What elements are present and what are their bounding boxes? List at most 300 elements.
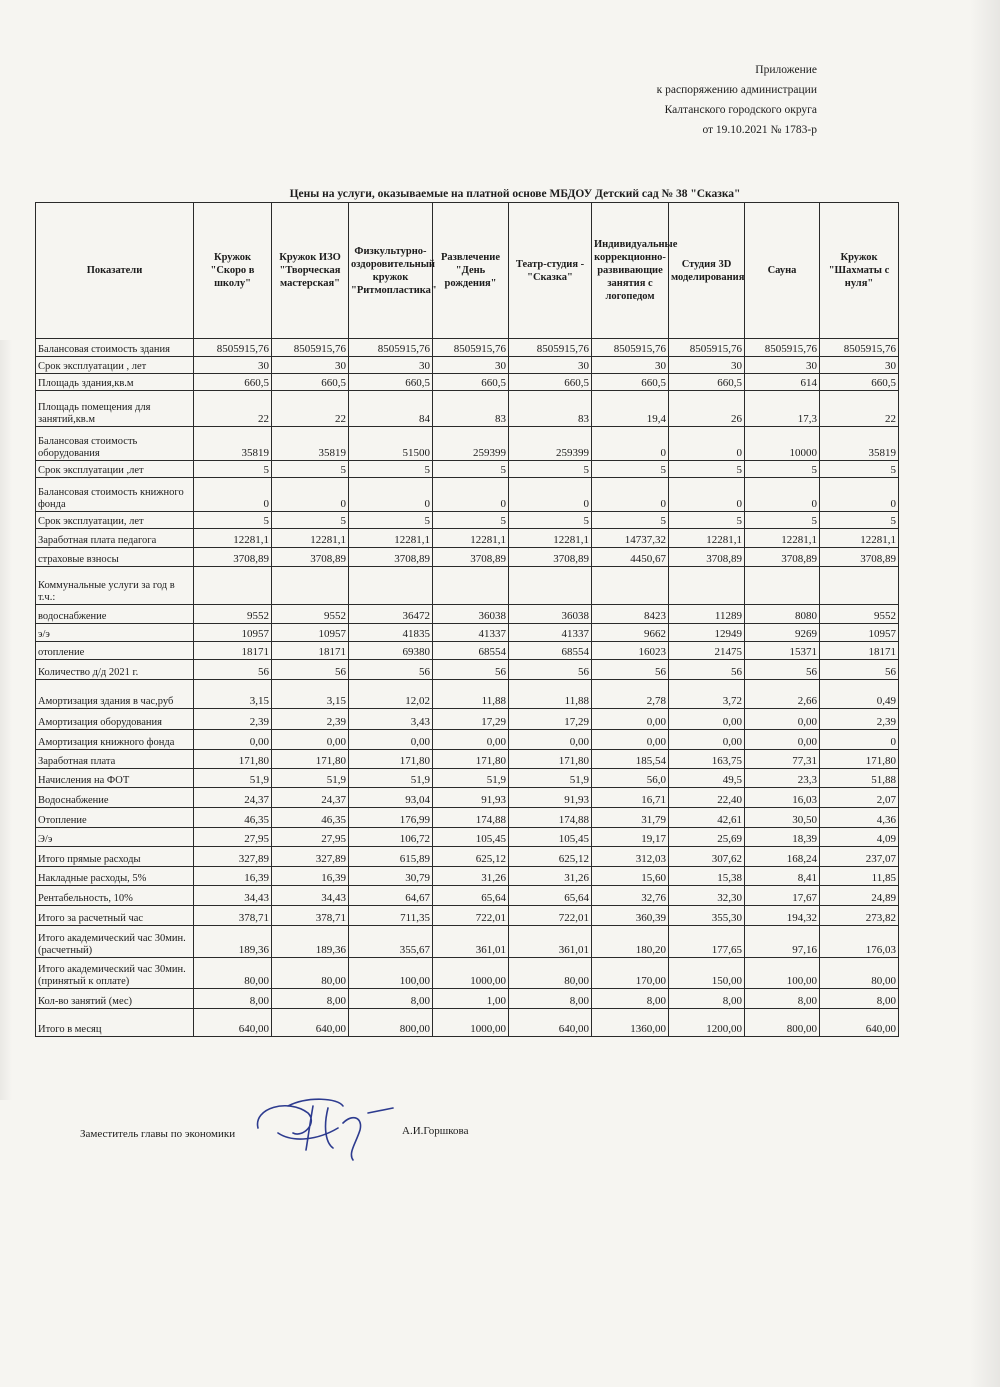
table-cell: 24,37: [194, 788, 272, 808]
scan-shadow-right: [970, 0, 1000, 1387]
table-cell: 259399: [433, 427, 509, 461]
table-cell: 176,03: [820, 926, 899, 958]
table-cell: 22: [194, 391, 272, 427]
table-cell: 35819: [272, 427, 349, 461]
row-label: Срок эксплуатации ,лет: [36, 461, 194, 478]
column-header-5: Театр-студия - "Сказка": [509, 203, 592, 339]
table-cell: 41337: [509, 624, 592, 642]
table-row: [36, 808, 899, 828]
table-cell: [349, 567, 433, 605]
table-cell: 80,00: [272, 958, 349, 989]
table-cell: 10957: [820, 624, 899, 642]
scan-shadow-left: [0, 340, 12, 1100]
table-cell: 174,88: [509, 808, 592, 828]
table-cell: 189,36: [194, 926, 272, 958]
row-label: Водоснабжение: [36, 788, 194, 808]
table-cell: 3708,89: [509, 548, 592, 567]
table-cell: 18,39: [745, 828, 820, 847]
table-cell: 9662: [592, 624, 669, 642]
table-cell: 660,5: [349, 374, 433, 391]
table-cell: 93,04: [349, 788, 433, 808]
table-cell: 3708,89: [820, 548, 899, 567]
table-cell: 8505915,76: [349, 339, 433, 357]
table-cell: 3708,89: [433, 548, 509, 567]
signature-stroke: [258, 1099, 393, 1160]
table-cell: 3708,89: [669, 548, 745, 567]
document-title: Цены на услуги, оказываемые на платной основе МБДОУ Детский сад № 38 "Сказка": [289, 188, 741, 200]
table-cell: 5: [509, 512, 592, 529]
table-cell: 5: [349, 461, 433, 478]
table-cell: 640,00: [509, 1009, 592, 1037]
table-cell: 171,80: [433, 750, 509, 769]
table-cell: 0,00: [745, 730, 820, 750]
table-cell: 17,3: [745, 391, 820, 427]
table-cell: 3708,89: [349, 548, 433, 567]
table-cell: 5: [745, 461, 820, 478]
table-cell: 237,07: [820, 847, 899, 867]
table-cell: 660,5: [433, 374, 509, 391]
table-cell: 12281,1: [745, 529, 820, 548]
table-cell: 46,35: [194, 808, 272, 828]
table-cell: 2,07: [820, 788, 899, 808]
table-cell: 12,02: [349, 680, 433, 709]
table-cell: 5: [745, 512, 820, 529]
table-cell: 625,12: [433, 847, 509, 867]
table-cell: 16,71: [592, 788, 669, 808]
table-cell: 2,39: [272, 709, 349, 730]
table-cell: 56: [509, 660, 592, 680]
table-cell: 171,80: [194, 750, 272, 769]
column-header-7: Студия 3D моделирования: [669, 203, 745, 339]
column-header-2: Кружок ИЗО "Творческая мастерская": [272, 203, 349, 339]
appendix-line-1: Приложение: [755, 64, 817, 76]
table-cell: 0,00: [592, 709, 669, 730]
table-row: [36, 867, 899, 886]
table-cell: 30: [349, 357, 433, 374]
table-cell: 80,00: [194, 958, 272, 989]
table-cell: 32,76: [592, 886, 669, 906]
table-row: [36, 605, 899, 624]
table-cell: 17,29: [433, 709, 509, 730]
table-cell: 0: [820, 478, 899, 512]
column-header-8: Сауна: [745, 203, 820, 339]
table-cell: 42,61: [669, 808, 745, 828]
table-cell: 5: [592, 461, 669, 478]
table-cell: 8505915,76: [194, 339, 272, 357]
table-cell: 327,89: [194, 847, 272, 867]
table-cell: 327,89: [272, 847, 349, 867]
row-label: Итого прямые расходы: [36, 847, 194, 867]
column-header-4: Развлечение "День рождения": [433, 203, 509, 339]
table-cell: 177,65: [669, 926, 745, 958]
table-cell: 83: [509, 391, 592, 427]
table-cell: 259399: [509, 427, 592, 461]
table-cell: 0: [745, 478, 820, 512]
row-label: Балансовая стоимость здания: [36, 339, 194, 357]
row-label: Кол-во занятий (мес): [36, 989, 194, 1009]
table-cell: 8,00: [194, 989, 272, 1009]
table-row: [36, 847, 899, 867]
table-cell: 30: [272, 357, 349, 374]
table-cell: 34,43: [194, 886, 272, 906]
table-row: [36, 529, 899, 548]
table-header-row: [36, 203, 899, 339]
table-cell: 660,5: [194, 374, 272, 391]
table-cell: 56: [194, 660, 272, 680]
table-cell: 171,80: [509, 750, 592, 769]
table-cell: 10957: [194, 624, 272, 642]
table-cell: 56: [669, 660, 745, 680]
table-cell: 14737,32: [592, 529, 669, 548]
table-cell: 0,00: [349, 730, 433, 750]
table-cell: 24,37: [272, 788, 349, 808]
table-cell: 3708,89: [272, 548, 349, 567]
table-cell: 0: [669, 478, 745, 512]
table-cell: 711,35: [349, 906, 433, 926]
row-label: водоснабжение: [36, 605, 194, 624]
table-cell: 5: [349, 512, 433, 529]
table-row: [36, 391, 899, 427]
table-cell: 18171: [820, 642, 899, 660]
table-cell: 30: [509, 357, 592, 374]
table-row: [36, 461, 899, 478]
table-cell: 5: [820, 512, 899, 529]
table-cell: 8505915,76: [272, 339, 349, 357]
table-cell: 27,95: [194, 828, 272, 847]
table-cell: 8505915,76: [433, 339, 509, 357]
row-label: Отопление: [36, 808, 194, 828]
table-cell: 4450,67: [592, 548, 669, 567]
table-cell: 660,5: [272, 374, 349, 391]
table-cell: 660,5: [820, 374, 899, 391]
table-cell: 16,39: [194, 867, 272, 886]
table-cell: [669, 567, 745, 605]
table-cell: 27,95: [272, 828, 349, 847]
table-cell: 8,00: [272, 989, 349, 1009]
table-cell: 8,41: [745, 867, 820, 886]
table-cell: 51,9: [349, 769, 433, 788]
row-label: Начисления на ФОТ: [36, 769, 194, 788]
table-cell: 189,36: [272, 926, 349, 958]
table-cell: 0: [194, 478, 272, 512]
table-cell: 51,88: [820, 769, 899, 788]
table-cell: 0: [669, 427, 745, 461]
table-cell: 3,43: [349, 709, 433, 730]
table-cell: 26: [669, 391, 745, 427]
table-cell: 0: [592, 427, 669, 461]
table-cell: 171,80: [349, 750, 433, 769]
table-cell: 5: [669, 512, 745, 529]
table-cell: 0,00: [669, 709, 745, 730]
table-row: [36, 357, 899, 374]
row-label: Коммунальные услуги за год в т.ч.:: [36, 567, 194, 605]
table-cell: 35819: [194, 427, 272, 461]
table-cell: 8,00: [820, 989, 899, 1009]
table-cell: 46,35: [272, 808, 349, 828]
table-cell: 0,00: [592, 730, 669, 750]
table-row: [36, 709, 899, 730]
table-cell: 11289: [669, 605, 745, 624]
table-cell: 65,64: [433, 886, 509, 906]
table-cell: 5: [433, 512, 509, 529]
table-cell: 9552: [194, 605, 272, 624]
table-cell: 4,09: [820, 828, 899, 847]
table-cell: 625,12: [509, 847, 592, 867]
table-cell: 171,80: [272, 750, 349, 769]
table-cell: 8,00: [592, 989, 669, 1009]
table-cell: 30: [194, 357, 272, 374]
table-cell: 8505915,76: [509, 339, 592, 357]
table-cell: 31,26: [433, 867, 509, 886]
column-header-3: Физкультурно-оздоровительный кружок "Ритмопластика": [349, 203, 433, 339]
table-cell: 0: [509, 478, 592, 512]
table-cell: 3708,89: [194, 548, 272, 567]
table-cell: 18171: [272, 642, 349, 660]
table-cell: 11,88: [433, 680, 509, 709]
table-cell: 378,71: [272, 906, 349, 926]
row-label: Площадь здания,кв.м: [36, 374, 194, 391]
table-cell: 1,00: [433, 989, 509, 1009]
table-cell: 105,45: [509, 828, 592, 847]
table-cell: 36472: [349, 605, 433, 624]
table-cell: 9269: [745, 624, 820, 642]
table-row: [36, 769, 899, 788]
table-cell: 16023: [592, 642, 669, 660]
table-cell: 1360,00: [592, 1009, 669, 1037]
table-cell: [433, 567, 509, 605]
table-cell: 615,89: [349, 847, 433, 867]
table-row: [36, 478, 899, 512]
table-cell: 12281,1: [194, 529, 272, 548]
table-cell: 10000: [745, 427, 820, 461]
column-header-9: Кружок "Шахматы с нуля": [820, 203, 899, 339]
table-cell: 30: [745, 357, 820, 374]
table-cell: 15,60: [592, 867, 669, 886]
table-cell: 68554: [509, 642, 592, 660]
table-cell: 56: [592, 660, 669, 680]
table-cell: 83: [433, 391, 509, 427]
table-cell: 5: [509, 461, 592, 478]
table-row: [36, 730, 899, 750]
table-cell: 0,00: [272, 730, 349, 750]
table-row: [36, 828, 899, 847]
appendix-line-4: от 19.10.2021 № 1783-р: [702, 124, 817, 136]
table-cell: 378,71: [194, 906, 272, 926]
table-cell: 16,03: [745, 788, 820, 808]
table-cell: 0,00: [433, 730, 509, 750]
table-cell: 30: [820, 357, 899, 374]
row-label: страховые взносы: [36, 548, 194, 567]
row-label: Балансовая стоимость книжного фонда: [36, 478, 194, 512]
table-cell: 3708,89: [745, 548, 820, 567]
table-cell: 97,16: [745, 926, 820, 958]
table-cell: 171,80: [820, 750, 899, 769]
table-cell: 185,54: [592, 750, 669, 769]
table-cell: 80,00: [820, 958, 899, 989]
table-cell: 30: [433, 357, 509, 374]
row-label: отопление: [36, 642, 194, 660]
table-cell: 56: [433, 660, 509, 680]
table-cell: 22: [272, 391, 349, 427]
table-row: [36, 512, 899, 529]
table-cell: 2,78: [592, 680, 669, 709]
table-cell: 614: [745, 374, 820, 391]
table-cell: 51,9: [272, 769, 349, 788]
table-cell: 355,67: [349, 926, 433, 958]
table-row: [36, 548, 899, 567]
row-label: Э/э: [36, 828, 194, 847]
table-row: [36, 886, 899, 906]
table-cell: 194,32: [745, 906, 820, 926]
table-cell: 1200,00: [669, 1009, 745, 1037]
table-cell: 91,93: [433, 788, 509, 808]
table-cell: 69380: [349, 642, 433, 660]
table-cell: 30,50: [745, 808, 820, 828]
table-cell: 10957: [272, 624, 349, 642]
table-cell: 2,39: [194, 709, 272, 730]
table-cell: 105,45: [433, 828, 509, 847]
row-label: Заработная плата: [36, 750, 194, 769]
table-cell: 640,00: [272, 1009, 349, 1037]
table-cell: [509, 567, 592, 605]
table-row: [36, 427, 899, 461]
table-row: [36, 906, 899, 926]
table-cell: 41337: [433, 624, 509, 642]
table-cell: 12281,1: [820, 529, 899, 548]
table-cell: 640,00: [194, 1009, 272, 1037]
table-cell: 0,00: [509, 730, 592, 750]
table-cell: 5: [194, 461, 272, 478]
table-row: [36, 958, 899, 989]
table-cell: 8,00: [349, 989, 433, 1009]
table-cell: 56: [820, 660, 899, 680]
table-cell: 17,67: [745, 886, 820, 906]
table-row: [36, 750, 899, 769]
table-cell: 51500: [349, 427, 433, 461]
table-cell: 49,5: [669, 769, 745, 788]
table-cell: [272, 567, 349, 605]
table-cell: 18171: [194, 642, 272, 660]
table-cell: 12281,1: [509, 529, 592, 548]
row-label: э/э: [36, 624, 194, 642]
table-cell: 5: [272, 461, 349, 478]
table-cell: 23,3: [745, 769, 820, 788]
table-cell: 3,72: [669, 680, 745, 709]
table-cell: 16,39: [272, 867, 349, 886]
table-row: [36, 642, 899, 660]
table-cell: 36038: [433, 605, 509, 624]
table-cell: 1000,00: [433, 1009, 509, 1037]
table-cell: 100,00: [745, 958, 820, 989]
table-cell: 361,01: [509, 926, 592, 958]
table-cell: 30: [669, 357, 745, 374]
table-cell: 168,24: [745, 847, 820, 867]
table-cell: 31,26: [509, 867, 592, 886]
row-label: Накладные расходы, 5%: [36, 867, 194, 886]
table-cell: 9552: [272, 605, 349, 624]
table-cell: 3,15: [272, 680, 349, 709]
table-cell: 84: [349, 391, 433, 427]
table-row: [36, 374, 899, 391]
table-cell: 56: [349, 660, 433, 680]
table-cell: 5: [433, 461, 509, 478]
table-cell: 19,4: [592, 391, 669, 427]
column-header-1: Кружок "Скоро в школу": [194, 203, 272, 339]
table-cell: 36038: [509, 605, 592, 624]
table-cell: 21475: [669, 642, 745, 660]
table-cell: 68554: [433, 642, 509, 660]
table-cell: 355,30: [669, 906, 745, 926]
table-cell: 0: [272, 478, 349, 512]
table-row: [36, 660, 899, 680]
table-cell: 12281,1: [433, 529, 509, 548]
table-cell: 8505915,76: [592, 339, 669, 357]
table-cell: [820, 567, 899, 605]
table-cell: 65,64: [509, 886, 592, 906]
table-cell: 12949: [669, 624, 745, 642]
table-cell: 56: [745, 660, 820, 680]
table-cell: 660,5: [669, 374, 745, 391]
table-cell: 41835: [349, 624, 433, 642]
table-cell: 5: [669, 461, 745, 478]
table-cell: 5: [194, 512, 272, 529]
table-cell: 1000,00: [433, 958, 509, 989]
table-cell: 35819: [820, 427, 899, 461]
table-cell: 307,62: [669, 847, 745, 867]
table-cell: 8,00: [669, 989, 745, 1009]
table-cell: 24,89: [820, 886, 899, 906]
row-label: Балансовая стоимость оборудования: [36, 427, 194, 461]
table-cell: 11,85: [820, 867, 899, 886]
table-cell: 5: [272, 512, 349, 529]
table-cell: 660,5: [509, 374, 592, 391]
column-header-6: Индивидуальные коррекционно-развивающие занятия с логопедом: [592, 203, 669, 339]
table-cell: 312,03: [592, 847, 669, 867]
table-cell: 360,39: [592, 906, 669, 926]
table-cell: 100,00: [349, 958, 433, 989]
table-cell: [592, 567, 669, 605]
table-cell: 12281,1: [349, 529, 433, 548]
appendix-line-2: к распоряжению администрации: [656, 84, 817, 96]
table-cell: 30,79: [349, 867, 433, 886]
table-cell: 51,9: [433, 769, 509, 788]
row-label: Амортизация оборудования: [36, 709, 194, 730]
row-label: Срок эксплуатации, лет: [36, 512, 194, 529]
table-cell: 3,15: [194, 680, 272, 709]
row-label: Рентабельность, 10%: [36, 886, 194, 906]
table-cell: 91,93: [509, 788, 592, 808]
table-cell: 170,00: [592, 958, 669, 989]
table-cell: 2,39: [820, 709, 899, 730]
table-cell: 17,29: [509, 709, 592, 730]
row-label: Итого академический час 30мин.(расчетный): [36, 926, 194, 958]
table-cell: 64,67: [349, 886, 433, 906]
table-cell: 25,69: [669, 828, 745, 847]
table-row: [36, 926, 899, 958]
table-cell: 800,00: [349, 1009, 433, 1037]
table-cell: 80,00: [509, 958, 592, 989]
table-cell: 34,43: [272, 886, 349, 906]
table-cell: 180,20: [592, 926, 669, 958]
table-cell: 0,49: [820, 680, 899, 709]
row-label: Количество д/д 2021 г.: [36, 660, 194, 680]
table-cell: 8080: [745, 605, 820, 624]
table-cell: 5: [592, 512, 669, 529]
table-row: [36, 1009, 899, 1037]
table-row: [36, 567, 899, 605]
table-cell: 22: [820, 391, 899, 427]
table-row: [36, 624, 899, 642]
